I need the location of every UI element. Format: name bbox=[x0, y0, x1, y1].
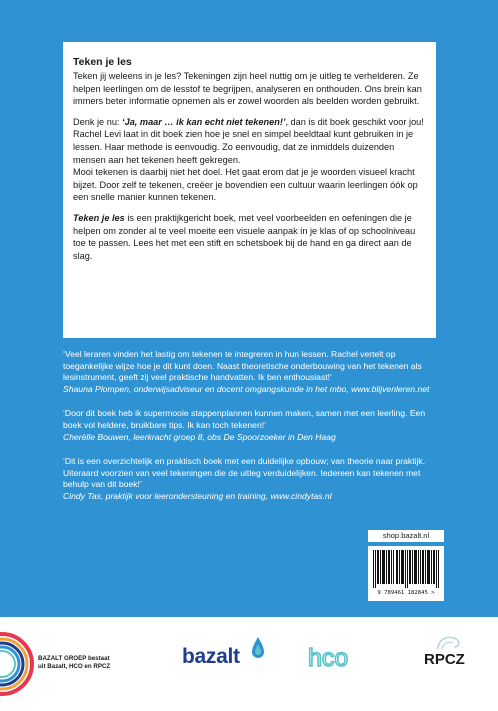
quote-text: ‘Veel leraren vinden het lastig om tekenen te integreren in hun lessen. Rachel vertelt op toegankelijke wijze hoe je dit kunt doen. Naast theoretische onderbouwing van het tekenen als lesinstrument, geeft zij veel praktische handvatten. Ik ben enthousiast!’ bbox=[63, 349, 422, 383]
endorsement-quote bbox=[63, 408, 435, 443]
endorsement-quote bbox=[63, 349, 435, 395]
shop-url: shop.bazalt.nl bbox=[368, 530, 444, 542]
isbn-barcode bbox=[368, 546, 444, 601]
quote-author: Cherèlle Bouwen, leerkracht groep 8, obs De Spoorzoeker in Den Haag bbox=[63, 431, 336, 442]
isbn-number: 9 789461 182845 > bbox=[377, 590, 435, 596]
quote-author: Cindy Tas, praktijk voor leerondersteuning en training, www.cindytas.nl bbox=[63, 490, 332, 501]
bazalt-drop-icon bbox=[251, 636, 265, 660]
hco-logo bbox=[306, 640, 362, 676]
barcode-bars-icon bbox=[373, 550, 439, 588]
rpcz-logo: RPCZ bbox=[424, 651, 465, 668]
endorsement-quote bbox=[63, 456, 435, 502]
quote-author: Shauna Plompen, onderwijsadviseur en docent omgangskunde in het mbo, www.blijvenleren.net bbox=[63, 383, 430, 394]
bazalt-groep-text: BAZALT GROEP bestaat uit Bazalt, HCO en RPCZ bbox=[38, 655, 111, 670]
endorsements bbox=[63, 349, 435, 516]
bazalt-logo: bazalt bbox=[182, 645, 240, 668]
bazalt-groep-circle-logo-icon bbox=[0, 617, 34, 711]
quote-text: ‘Door dit boek heb ik supermooie stappenplannen kunnen maken, samen met een leerling. Een boek vol heldere, bruikbare tips. Ik kan toch tekenen!’ bbox=[63, 408, 426, 430]
blurb-paragraph-4: Teken je les is een praktijkgericht boek, met veel voorbeelden en oefeningen die je helpen om zonder al te veel moeite een visuele aanpak in je klas of op schoolniveau toe te passen. Lees het met een stift en schetsboek bij de hand en ga direct aan de slag. bbox=[73, 212, 416, 261]
rpcz-swirl-icon bbox=[434, 633, 462, 653]
blurb-title: Teken je les bbox=[73, 56, 132, 68]
publisher-footer bbox=[0, 617, 498, 711]
blurb-box bbox=[63, 42, 436, 338]
blurb-paragraph-1: Teken jij weleens in je les? Tekeningen zijn heel nuttig om je uitleg te verhelderen. Ze helpen leerlingen om de lesstof te begrijpen, analyseren en onthouden. Ons brein kan immers beter informatie opnemen als er zowel woorden als beelden worden gebruikt. bbox=[73, 71, 422, 107]
blurb-paragraph-3: Mooi tekenen is daarbij niet het doel. Het gaat erom dat je je woorden visueel kracht bijzet. Door zelf te tekenen, creëer je bovendien een cultuur waarin leerlingen óók op een snelle manier kunnen tekenen. bbox=[73, 167, 418, 203]
quote-text: ‘Dit is een overzichtelijk en praktisch boek met een duidelijke opbouw; van theorie naar praktijk. Uiteraard voorzien van veel tekeningen die de uitleg verduidelijken. Iedereen kan tekenen met behulp van dit boek!’ bbox=[63, 456, 426, 490]
svg-text:hco: hco bbox=[308, 644, 349, 672]
blurb-paragraph-2: Denk je nu: ‘Ja, maar … ik kan echt niet tekenen!’, dan is dit boek geschikt voor jou! Rachel Levi laat in dit boek zien hoe je snel en simpel beeldtaal kunt gebruiken in je lessen. Haar methode is eenvoudig. Zo eenvoudig, dat ze inmiddels duizenden mensen aan het tekenen heeft gekregen. Mooi tekenen is daarbij niet het doel. Het gaat erom dat je je woorden visueel kracht bijzet. Door zelf te tekenen, creëer je bovendien een cultuur waarin leerlingen óók op een snelle manier kunnen tekenen. bbox=[73, 116, 424, 203]
